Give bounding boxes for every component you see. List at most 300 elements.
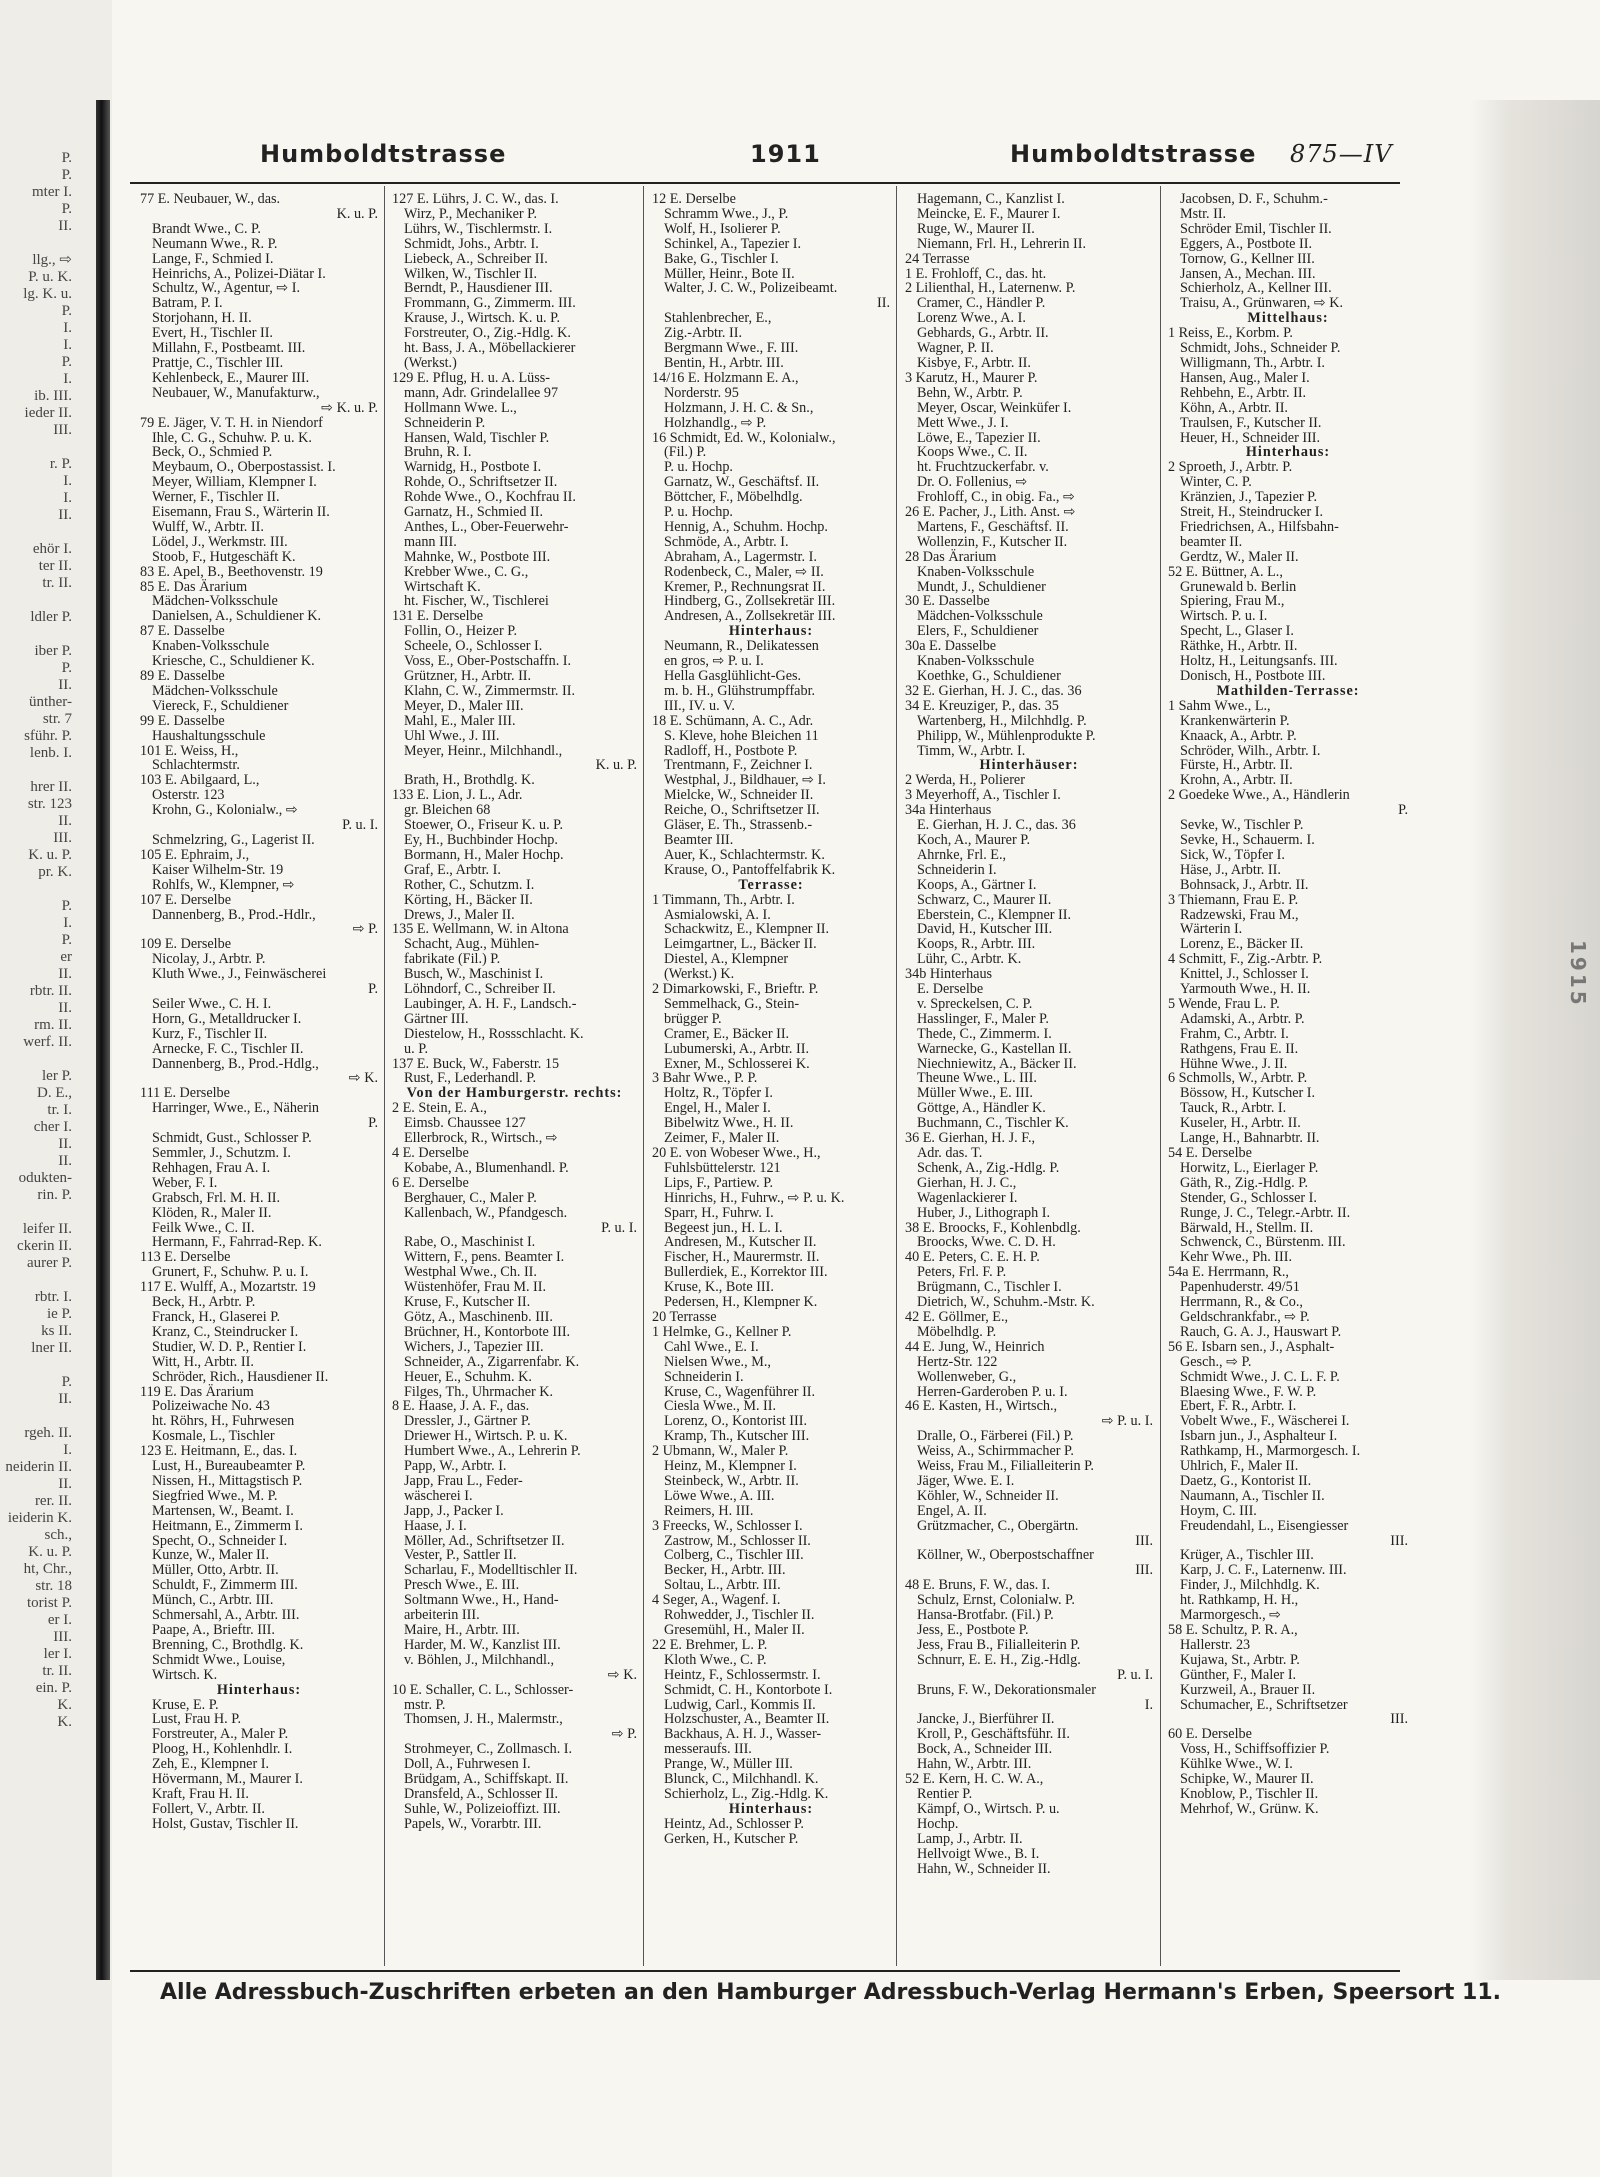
directory-entry: Schultz, W., Agentur, ⇨ I.: [152, 280, 301, 297]
directory-entry: Norderstr. 95: [664, 384, 739, 401]
adjacent-line: cher I.: [33, 1119, 72, 1135]
directory-entry: Wilken, W., Tischler II.: [404, 265, 538, 282]
adjacent-line: [0, 592, 72, 609]
adjacent-line: P.: [61, 354, 72, 370]
adjacent-line: sführ. P.: [24, 728, 72, 744]
directory-entry: Brenning, C., Brothdlg. K.: [152, 1636, 304, 1653]
directory-entry: Sparr, H., Fuhrw. I.: [664, 1204, 774, 1221]
directory-entry: 3 Freecks, W., Schlosser I.: [652, 1517, 803, 1534]
adjacent-line: P.: [61, 660, 72, 676]
adjacent-page-text: [0, 150, 72, 1980]
directory-entry: Meybaum, O., Oberpostassist. I.: [152, 459, 336, 476]
adjacent-line: II.: [58, 1476, 72, 1492]
directory-entry: Niechniewitz, A., Bäcker II.: [917, 1055, 1077, 1072]
directory-entry: Dransfeld, A., Schlosser II.: [404, 1785, 559, 1802]
directory-entry: 101 E. Weiss, H.,: [140, 742, 239, 759]
directory-entry: III.: [1135, 1562, 1153, 1579]
directory-entry: Willigmann, Th., Arbtr. I.: [1180, 354, 1325, 371]
directory-entry: Bibelwitz Wwe., H. II.: [664, 1115, 794, 1132]
directory-entry: 36 E. Gierhan, H. J. F.,: [905, 1130, 1036, 1147]
directory-entry: Paape, A., Brieftr. III.: [152, 1622, 275, 1638]
directory-entry: Haushaltungsschule: [152, 727, 266, 744]
directory-entry: Gärtner III.: [404, 1010, 469, 1027]
directory-entry: Kurzweil, A., Brauer II.: [1180, 1681, 1316, 1698]
adjacent-line: hrer II.: [30, 779, 72, 795]
adjacent-line: ht, Chr.,: [23, 1561, 72, 1577]
directory-entry: (Werkst.) K.: [664, 966, 735, 983]
directory-entry: Hinterhaus:: [216, 1681, 302, 1698]
directory-entry: Pedersen, H., Klempner K.: [664, 1294, 818, 1311]
directory-entry: Follert, V., Arbtr. II.: [152, 1800, 265, 1817]
directory-entry: Frommann, G., Zimmerm. III.: [404, 295, 576, 312]
directory-entry: 30 E. Dasselbe: [905, 593, 990, 610]
directory-entry: Knaack, A., Arbtr. P.: [1180, 727, 1297, 744]
directory-entry: 127 E. Lührs, J. C. W., das. I.: [392, 192, 559, 207]
directory-entry: mstr. P.: [404, 1696, 446, 1713]
bleed-through-mark: 1915: [1566, 940, 1590, 1008]
directory-entry: Schierholz, A., Kellner III.: [1180, 280, 1332, 297]
directory-entry: 28 Das Ärarium: [905, 548, 997, 565]
directory-entry: Follin, O., Heizer P.: [404, 623, 518, 640]
adjacent-line: lner II.: [31, 1340, 72, 1356]
directory-entry: Fürste, H., Arbtr. II.: [1180, 757, 1293, 774]
directory-entry: Nissen, H., Mittagstisch P.: [152, 1472, 303, 1489]
adjacent-line: III.: [53, 1629, 72, 1645]
directory-entry: Spiering, Frau M.,: [1180, 593, 1285, 610]
adjacent-line: II.: [58, 1153, 72, 1169]
adjacent-line: er: [60, 949, 72, 965]
directory-entry: (Werkst.): [404, 354, 457, 371]
directory-entry: 40 E. Peters, C. E. H. P.: [905, 1249, 1040, 1266]
directory-entry: K. u. P.: [336, 205, 378, 222]
directory-entry: Humbert Wwe., A., Lehrerin P.: [404, 1443, 581, 1460]
directory-entry: Finder, J., Milchhdlg. K.: [1180, 1577, 1320, 1594]
directory-entry: 34 E. Kreuziger, P., das. 35: [905, 697, 1059, 714]
directory-entry: Prattje, C., Tischler III.: [152, 354, 284, 371]
directory-entry: Fischer, H., Maurermstr. II.: [664, 1249, 820, 1266]
directory-entry: K. u. P.: [595, 757, 637, 774]
directory-entry: Müller, Heinr., Bote II.: [664, 265, 795, 282]
directory-entry: Uhlrich, F., Maler II.: [1180, 1458, 1299, 1475]
directory-entry: Mett Wwe., J. I.: [917, 414, 1009, 431]
directory-entry: S. Kleve, hohe Bleichen 11: [664, 727, 819, 744]
directory-entry: Mädchen-Volksschule: [152, 682, 278, 699]
directory-entry: 20 Terrasse: [652, 1308, 717, 1325]
directory-entry: Schwarz, C., Maurer II.: [917, 891, 1052, 908]
directory-entry: Reimers, H. III.: [664, 1502, 754, 1519]
directory-entry: Frohloff, C., in obig. Fa., ⇨: [917, 489, 1075, 506]
directory-entry: Diestel, A., Klempner: [664, 951, 789, 968]
directory-entry: Krankenwärterin P.: [1180, 712, 1290, 729]
directory-entry: ⇨ K. u. P.: [321, 399, 378, 416]
directory-entry: Krohn, G., Kolonialw., ⇨: [152, 802, 298, 819]
directory-entry: Zeimer, F., Maler II.: [664, 1130, 780, 1147]
directory-entry: Schipke, W., Maurer II.: [1180, 1771, 1314, 1788]
directory-entry: 3 Bahr Wwe., P. P.: [652, 1070, 758, 1087]
directory-entry: 2 Dimarkowski, F., Brieftr. P.: [652, 981, 819, 998]
directory-entry: Dannenberg, B., Prod.-Hdlg.,: [152, 1055, 319, 1072]
directory-entry: Voss, E., Ober-Postschaffn. I.: [404, 653, 572, 670]
directory-entry: III.: [1390, 1532, 1408, 1549]
directory-entry: P. u. I.: [342, 817, 378, 834]
adjacent-line: ib. III.: [34, 388, 72, 404]
directory-entry: E. Gierhan, H. J. C., das. 36: [917, 817, 1076, 834]
directory-entry: Herren-Garderoben P. u. I.: [917, 1383, 1068, 1400]
directory-entry: Lorenz, O., Kontorist III.: [664, 1413, 808, 1430]
directory-entry: Hollmann Wwe. L.,: [404, 399, 517, 416]
directory-entry: Beck, H., Arbtr. P.: [152, 1294, 256, 1311]
directory-entry: Heuer, H., Schneider III.: [1180, 429, 1321, 446]
directory-entry: Hövermann, M., Maurer I.: [152, 1771, 303, 1788]
directory-entry: E. Derselbe: [917, 981, 984, 998]
directory-entry: Westphal, J., Bildhauer, ⇨ I.: [664, 772, 826, 789]
adjacent-line: rbtr. II.: [29, 983, 72, 999]
directory-entry: Gresemühl, H., Maler II.: [664, 1622, 805, 1638]
directory-entry: Walter, J. C. W., Polizeibeamt.: [664, 280, 838, 297]
adjacent-line: II.: [58, 1000, 72, 1016]
directory-entry: brügger P.: [664, 1010, 722, 1027]
directory-entry: Wirtschaft K.: [404, 578, 481, 595]
directory-entry: 105 E. Ephraim, J.,: [140, 846, 250, 863]
directory-entry: Viereck, F., Schuldiener: [152, 697, 289, 714]
directory-entry: 60 E. Derselbe: [1168, 1726, 1252, 1743]
adjacent-line: ckerin II.: [17, 1238, 72, 1254]
directory-entry: Wollenzin, F., Kutscher II.: [917, 533, 1068, 550]
directory-entry: Kaiser Wilhelm-Str. 19: [152, 861, 284, 878]
directory-entry: Bruhn, R. I.: [404, 444, 472, 461]
adjacent-line: [0, 881, 72, 898]
adjacent-line: tr. I.: [47, 1102, 72, 1118]
column-divider: [384, 186, 385, 1966]
directory-entry: Streit, H., Steindrucker I.: [1180, 504, 1324, 521]
directory-entry: v. Böhlen, J., Milchhandl.,: [404, 1651, 555, 1668]
directory-entry: Daetz, G., Kontorist II.: [1180, 1472, 1312, 1489]
adjacent-line: II.: [58, 966, 72, 982]
directory-entry: 34b Hinterhaus: [905, 966, 993, 983]
directory-entry: ⇨ P.: [352, 921, 378, 938]
directory-entry: Kehlenbeck, E., Maurer III.: [152, 369, 310, 386]
directory-entry: Dralle, O., Färberei (Fil.) P.: [917, 1428, 1074, 1445]
directory-entry: Papels, W., Vorarbtr. III.: [404, 1815, 542, 1832]
directory-entry: Cramer, E., Bäcker II.: [664, 1025, 790, 1042]
directory-entry: Liebeck, A., Schreiber II.: [404, 250, 548, 267]
adjacent-line: ks II.: [41, 1323, 72, 1339]
directory-entry: Specht, L., Glaser I.: [1180, 623, 1294, 640]
directory-entry: Hansa-Brotfabr. (Fil.) P.: [917, 1607, 1054, 1624]
column-3: [652, 192, 890, 1967]
directory-entry: Busch, W., Maschinist I.: [404, 966, 544, 983]
directory-entry: Mädchen-Volksschule: [917, 608, 1043, 625]
directory-entry: 52 E. Kern, H. C. W. A.,: [905, 1771, 1044, 1788]
directory-entry: Grützner, H., Arbtr. II.: [404, 668, 532, 684]
directory-entry: P.: [368, 981, 378, 998]
directory-entry: Andresen, M., Kutscher II.: [664, 1234, 817, 1251]
directory-entry: Heintz, Ad., Schlosser P.: [664, 1815, 804, 1832]
adjacent-line: mter I.: [32, 184, 72, 200]
directory-entry: 14/16 E. Holzmann E. A.,: [652, 369, 799, 386]
directory-entry: 135 E. Wellmann, W. in Altona: [392, 921, 569, 938]
directory-entry: Behn, W., Arbtr. P.: [917, 384, 1023, 401]
directory-entry: Möller, Ad., Schriftsetzer II.: [404, 1532, 565, 1549]
directory-entry: Hinterhaus:: [728, 623, 814, 640]
directory-entry: Schmidt, Johs., Schneider P.: [1180, 340, 1341, 357]
adjacent-line: str. 18: [35, 1578, 72, 1594]
directory-entry: Engel, A. II.: [917, 1502, 987, 1519]
directory-entry: Eggers, A., Postbote II.: [1180, 235, 1313, 252]
directory-entry: P. u. Hochp.: [664, 459, 733, 476]
directory-entry: Strohmeyer, C., Zollmasch. I.: [404, 1741, 573, 1758]
directory-entry: 4 E. Derselbe: [392, 1145, 469, 1161]
directory-entry: Kruse, K., Bote III.: [664, 1279, 774, 1296]
adjacent-line: P. u. K.: [28, 269, 72, 285]
directory-entry: Huber, J., Lithograph I.: [917, 1204, 1051, 1221]
adjacent-line: P.: [61, 150, 72, 166]
directory-entry: 2 Ubmann, W., Maler P.: [652, 1443, 789, 1460]
directory-entry: Lange, H., Bahnarbtr. II.: [1180, 1130, 1320, 1147]
directory-entry: Schenk, A., Zig.-Hdlg. P.: [917, 1159, 1060, 1176]
directory-entry: Rohde Wwe., O., Kochfrau II.: [404, 489, 576, 506]
adjacent-line: lenb. I.: [29, 745, 72, 761]
directory-entry: Bärwald, H., Stellm. II.: [1180, 1219, 1314, 1236]
adjacent-line: I.: [63, 915, 72, 931]
directory-entry: Mielcke, W., Schneider II.: [664, 787, 814, 804]
directory-entry: Jess, E., Postbote P.: [917, 1622, 1029, 1638]
directory-entry: Ebert, F. R., Arbtr. I.: [1180, 1398, 1297, 1415]
directory-entry: 83 E. Apel, B., Beethovenstr. 19: [140, 563, 323, 580]
adjacent-line: r. P.: [49, 456, 72, 472]
directory-entry: ht. Bass, J. A., Möbellackierer: [404, 340, 576, 357]
directory-entry: Papenhuderstr. 49/51: [1180, 1279, 1300, 1296]
adjacent-line: [0, 1051, 72, 1068]
directory-entry: Arnecke, F. C., Tischler II.: [152, 1040, 304, 1057]
directory-entry: 26 E. Pacher, J., Lith. Anst. ⇨: [905, 504, 1076, 521]
adjacent-line: ter II.: [38, 558, 72, 574]
adjacent-line: I.: [63, 1442, 72, 1458]
directory-entry: Scharlau, F., Modelltischler II.: [404, 1562, 578, 1579]
directory-entry: Kremer, P., Rechnungsrat II.: [664, 578, 826, 595]
directory-entry: Thomsen, J. H., Malermstr.,: [404, 1711, 563, 1728]
directory-entry: ⇨ P. u. I.: [1101, 1413, 1153, 1430]
directory-entry: Bullerdiek, E., Korrektor III.: [664, 1264, 828, 1281]
directory-entry: Ihle, C. G., Schuhw. P. u. K.: [152, 429, 312, 446]
directory-entry: Beck, O., Schmied P.: [152, 444, 273, 461]
directory-entry: Wolf, H., Isolierer P.: [664, 220, 781, 237]
directory-entry: Schmelzring, G., Lagerist II.: [152, 831, 315, 848]
adjacent-line: ehör I.: [32, 541, 72, 557]
adjacent-line: tr. II.: [42, 575, 72, 591]
directory-entry: Warnidg, H., Postbote I.: [404, 459, 542, 476]
directory-entry: Körting, H., Bäcker II.: [404, 891, 533, 908]
directory-entry: Neumann, R., Delikatessen: [664, 638, 819, 655]
directory-entry: 22 E. Brehmer, L. P.: [652, 1636, 768, 1653]
directory-entry: Rathgens, Frau E. II.: [1180, 1040, 1299, 1057]
directory-entry: Rohlfs, W., Klempner, ⇨: [152, 876, 295, 893]
adjacent-line: rm. II.: [34, 1017, 72, 1033]
column-divider: [643, 186, 644, 1966]
directory-entry: Dr. O. Follenius, ⇨: [917, 474, 1028, 491]
directory-entry: Jacobsen, D. F., Schuhm.-: [1180, 192, 1328, 207]
directory-entry: Rentier P.: [917, 1785, 973, 1802]
directory-entry: Heitmann, E., Zimmerm I.: [152, 1517, 303, 1534]
directory-entry: Rehhagen, Frau A. I.: [152, 1159, 271, 1176]
directory-entry: Hagemann, C., Kanzlist I.: [917, 192, 1065, 207]
directory-entry: Günther, F., Maler I.: [1180, 1666, 1297, 1683]
directory-entry: Brath, H., Brothdlg. K.: [404, 772, 535, 789]
directory-entry: ht. Röhrs, H., Fuhrwesen: [152, 1413, 295, 1430]
directory-entry: Presch Wwe., E. III.: [404, 1577, 520, 1594]
directory-entry: Koops, A., Gärtner I.: [917, 876, 1037, 893]
column-divider: [1160, 186, 1161, 1966]
adjacent-line: P.: [61, 932, 72, 948]
adjacent-line: [0, 626, 72, 643]
directory-entry: Gebhards, G., Arbtr. II.: [917, 325, 1049, 342]
directory-entry: 5 Wende, Frau L. P.: [1168, 995, 1280, 1012]
directory-entry: 34a Hinterhaus: [905, 802, 992, 819]
directory-entry: Wartenberg, H., Milchhdlg. P.: [917, 712, 1087, 729]
directory-entry: 24 Terrasse: [905, 250, 970, 267]
directory-entry: P. u. Hochp.: [664, 504, 733, 521]
directory-entry: 99 E. Dasselbe: [140, 712, 225, 729]
directory-entry: Frahm, C., Arbtr. I.: [1180, 1025, 1289, 1042]
directory-entry: Meyer, William, Klempner I.: [152, 474, 317, 491]
directory-entry: Köllner, W., Oberpostschaffner: [917, 1547, 1094, 1564]
directory-entry: 4 Schmitt, F., Zig.-Arbtr. P.: [1168, 951, 1323, 968]
directory-entry: Batram, P. I.: [152, 295, 223, 312]
directory-entry: Kurz, F., Tischler II.: [152, 1025, 268, 1042]
directory-entry: Bentin, H., Arbtr. III.: [664, 354, 784, 371]
directory-entry: Schmidt, C. H., Kontorbote I.: [664, 1681, 833, 1698]
directory-entry: Ploog, H., Kohlenhdlr. I.: [152, 1741, 293, 1758]
directory-entry: Traulsen, F., Kutscher II.: [1180, 414, 1322, 431]
directory-entry: Schröder, Rich., Hausdiener II.: [152, 1368, 329, 1385]
directory-entry: Klöden, R., Maler II.: [152, 1204, 272, 1221]
directory-entry: Harringer, Wwe., E., Näherin: [152, 1100, 319, 1117]
directory-entry: Japp, J., Packer I.: [404, 1502, 504, 1519]
directory-entry: Jancke, J., Bierführer II.: [917, 1711, 1055, 1728]
directory-entry: Herrmann, R., & Co.,: [1180, 1294, 1303, 1311]
directory-entry: Rauch, G. A. J., Hauswart P.: [1180, 1323, 1342, 1340]
directory-entry: Schuldt, F., Zimmerm III.: [152, 1577, 298, 1594]
adjacent-line: P.: [61, 167, 72, 183]
directory-entry: Ellerbrock, R., Wirtsch., ⇨: [404, 1130, 558, 1147]
adjacent-line: ldler P.: [30, 609, 72, 625]
directory-entry: Dannenberg, B., Prod.-Hdlr.,: [152, 906, 316, 923]
directory-entry: Anthes, L., Ober-Feuerwehr-: [404, 518, 569, 535]
directory-entry: Hahn, W., Arbtr. III.: [917, 1756, 1032, 1773]
directory-entry: Gäth, R., Zig.-Hdlg. P.: [1180, 1174, 1309, 1191]
adjacent-line: P.: [61, 201, 72, 217]
adjacent-line: torist P.: [26, 1595, 72, 1611]
directory-entry: Hellvoigt Wwe., B. I.: [917, 1845, 1040, 1862]
directory-entry: Ey, H., Buchbinder Hochp.: [404, 831, 558, 848]
directory-entry: Schmidt, Johs., Arbtr. I.: [404, 235, 539, 252]
directory-entry: Lust, H., Bureaubeamter P.: [152, 1458, 306, 1475]
directory-entry: P. u. I.: [601, 1219, 637, 1236]
directory-entry: Kraft, Frau H. II.: [152, 1785, 249, 1802]
directory-entry: Franck, H., Glaserei P.: [152, 1308, 281, 1325]
directory-entry: Bake, G., Tischler I.: [664, 250, 779, 267]
column-4: [905, 192, 1153, 1967]
directory-entry: Räthke, H., Arbtr. II.: [1180, 638, 1298, 655]
directory-entry: (Fil.) P.: [664, 444, 707, 461]
directory-entry: Schneider, A., Zigarrenfabr. K.: [404, 1353, 580, 1370]
adjacent-line: odukten-: [18, 1170, 72, 1186]
directory-entry: m. b. H., Glühstrumpffabr.: [664, 682, 816, 699]
adjacent-line: neiderin II.: [5, 1459, 72, 1475]
directory-entry: Schinkel, A., Tapezier I.: [664, 235, 802, 252]
directory-entry: Trentmann, F., Zeichner I.: [664, 757, 813, 774]
directory-entry: Uhl Wwe., J. III.: [404, 727, 500, 744]
directory-entry: Semmler, J., Schutzm. I.: [152, 1145, 291, 1161]
directory-entry: Heintz, F., Schlossermstr. I.: [664, 1666, 821, 1683]
directory-entry: Martens, F., Geschäftsf. II.: [917, 518, 1069, 535]
directory-entry: Gerdtz, W., Maler II.: [1180, 548, 1299, 565]
adjacent-line: ler I.: [43, 1646, 72, 1662]
directory-entry: Schnurr, E. E. H., Zig.-Hdlg.: [917, 1651, 1081, 1668]
directory-entry: III.: [1135, 1532, 1153, 1549]
directory-entry: Lödel, J., Werkmstr. III.: [152, 533, 288, 550]
directory-entry: Hennig, A., Schuhm. Hochp.: [664, 518, 828, 535]
page-header: [130, 140, 1400, 174]
adjacent-line: str. 123: [27, 796, 72, 812]
directory-entry: Siegfried Wwe., M. P.: [152, 1487, 278, 1504]
adjacent-line: III.: [53, 422, 72, 438]
column-2: [392, 192, 637, 1967]
directory-entry: Heuer, E., Schuhm. K.: [404, 1368, 532, 1385]
adjacent-line: rer. II.: [34, 1493, 72, 1509]
directory-entry: 54a E. Herrmann, R.,: [1168, 1264, 1289, 1281]
directory-entry: Kühlke Wwe., W. I.: [1180, 1756, 1293, 1773]
directory-entry: Gerken, H., Kutscher P.: [664, 1830, 799, 1847]
directory-entry: v. Spreckelsen, C. P.: [917, 995, 1033, 1012]
directory-entry: Weber, F. I.: [152, 1174, 218, 1191]
directory-entry: Forstreuter, A., Maler P.: [152, 1726, 289, 1743]
directory-entry: Heinz, M., Klempner I.: [664, 1458, 797, 1475]
directory-entry: Maire, H., Arbtr. III.: [404, 1622, 520, 1638]
directory-entry: Dressler, J., Gärtner P.: [404, 1413, 531, 1430]
directory-entry: Werner, F., Tischler II.: [152, 489, 280, 506]
directory-entry: Schmidt Wwe., J. C. L. F. P.: [1180, 1368, 1340, 1385]
directory-entry: Doll, A., Fuhrwesen I.: [404, 1756, 531, 1773]
adjacent-line: leifer II.: [22, 1221, 72, 1237]
directory-entry: III., IV. u. V.: [664, 697, 735, 714]
directory-entry: Rathkamp, H., Marmorgesch. I.: [1180, 1443, 1361, 1460]
directory-entry: Wirtsch. K.: [152, 1666, 218, 1683]
adjacent-line: tr. II.: [42, 1663, 72, 1679]
adjacent-line: rgeh. II.: [24, 1425, 72, 1441]
directory-entry: Scheele, O., Schlosser I.: [404, 638, 543, 655]
directory-entry: Mahl, E., Maler III.: [404, 712, 516, 729]
directory-entry: Löhndorf, C., Schreiber II.: [404, 981, 556, 998]
directory-entry: Lips, F., Partiew. P.: [664, 1174, 774, 1191]
directory-entry: Schneiderin P.: [404, 414, 486, 431]
directory-entry: Grunert, F., Schuhw. P. u. I.: [152, 1264, 309, 1281]
directory-entry: Schierholz, L., Zig.-Hdlg. K.: [664, 1785, 829, 1802]
adjacent-line: K.: [57, 1697, 72, 1713]
directory-entry: Meincke, E. F., Maurer I.: [917, 205, 1061, 222]
directory-entry: Runge, J. C., Telegr.-Arbtr. II.: [1180, 1204, 1351, 1221]
directory-entry: Lubumerski, A., Arbtr. II.: [664, 1040, 810, 1057]
directory-entry: Knaben-Volksschule: [917, 563, 1035, 580]
directory-entry: 89 E. Dasselbe: [140, 668, 225, 684]
adjacent-line: sch.,: [44, 1527, 72, 1543]
directory-entry: 3 Meyerhoff, A., Tischler I.: [905, 787, 1061, 804]
directory-entry: Garnatz, H., Schmied II.: [404, 504, 544, 521]
directory-entry: Kujawa, St., Arbtr. P.: [1180, 1651, 1300, 1668]
footer-rule: [130, 1970, 1400, 1972]
directory-entry: Forstreuter, O., Zig.-Hdlg. K.: [404, 325, 571, 342]
directory-entry: Kruse, E. P.: [152, 1696, 219, 1713]
